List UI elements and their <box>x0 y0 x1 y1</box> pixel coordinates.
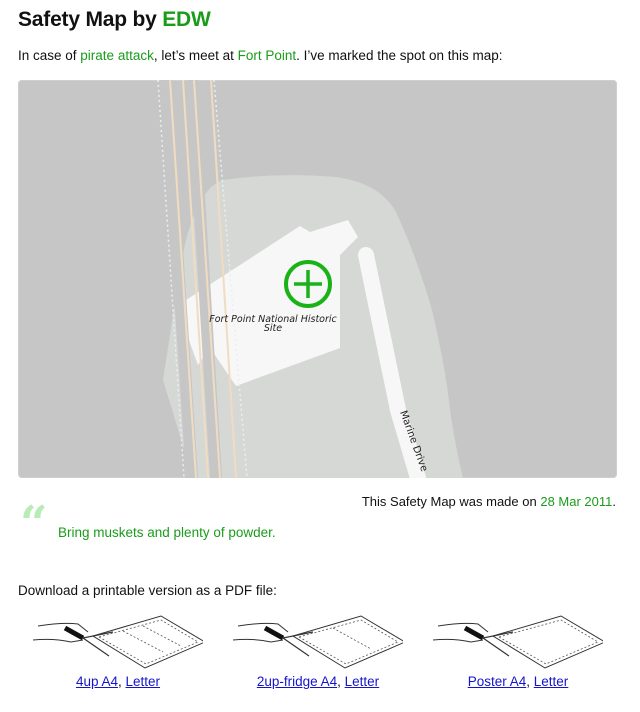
note-text: Bring muskets and plenty of powder. <box>58 525 276 540</box>
made-date-text <box>362 494 616 509</box>
map-view[interactable] <box>18 80 617 478</box>
pdf-option-poster <box>418 612 618 689</box>
pdf-2up-fridge-letter-link[interactable]: Letter <box>344 674 380 689</box>
pdf-option-4up <box>18 612 218 689</box>
scissors-cutting-paper-icon <box>33 612 203 670</box>
place-label: Fort Point National Historic <box>209 314 337 325</box>
made-suffix: . <box>612 494 616 509</box>
made-date-link[interactable]: 28 Mar 2011 <box>540 494 613 509</box>
page-title <box>18 8 211 32</box>
quote-icon: “ <box>20 496 48 552</box>
road-label: Marine Drive <box>397 409 430 474</box>
pirate-attack-link[interactable]: pirate attack <box>80 48 154 63</box>
intro-text <box>18 48 503 63</box>
pdf-option-2up-fridge <box>218 612 418 689</box>
scissors-cutting-paper-icon <box>233 612 403 670</box>
separator: , <box>337 674 345 689</box>
title-text: Safety Map by <box>18 8 163 31</box>
fort-point-link[interactable]: Fort Point <box>237 48 297 63</box>
place-label-line2: Site <box>263 323 283 334</box>
scissors-cutting-paper-icon <box>433 612 603 670</box>
pdf-poster-a4-link[interactable]: Poster A4 <box>467 674 527 689</box>
pdf-4up-letter-link[interactable]: Letter <box>125 674 161 689</box>
intro-part: , let’s meet at <box>153 48 238 63</box>
intro-part: In case of <box>18 48 81 63</box>
pdf-2up-fridge-a4-link[interactable]: 2up-fridge A4 <box>256 674 338 689</box>
download-label: Download a printable version as a PDF file: <box>18 583 277 598</box>
pdf-poster-letter-link[interactable]: Letter <box>533 674 569 689</box>
pdf-4up-a4-link[interactable]: 4up A4 <box>75 674 118 689</box>
separator: , <box>526 674 534 689</box>
intro-part: . I’ve marked the spot on this map: <box>296 48 503 63</box>
separator: , <box>118 674 126 689</box>
made-label: This Safety Map was made on <box>361 494 541 509</box>
author-link[interactable]: EDW <box>162 8 211 31</box>
